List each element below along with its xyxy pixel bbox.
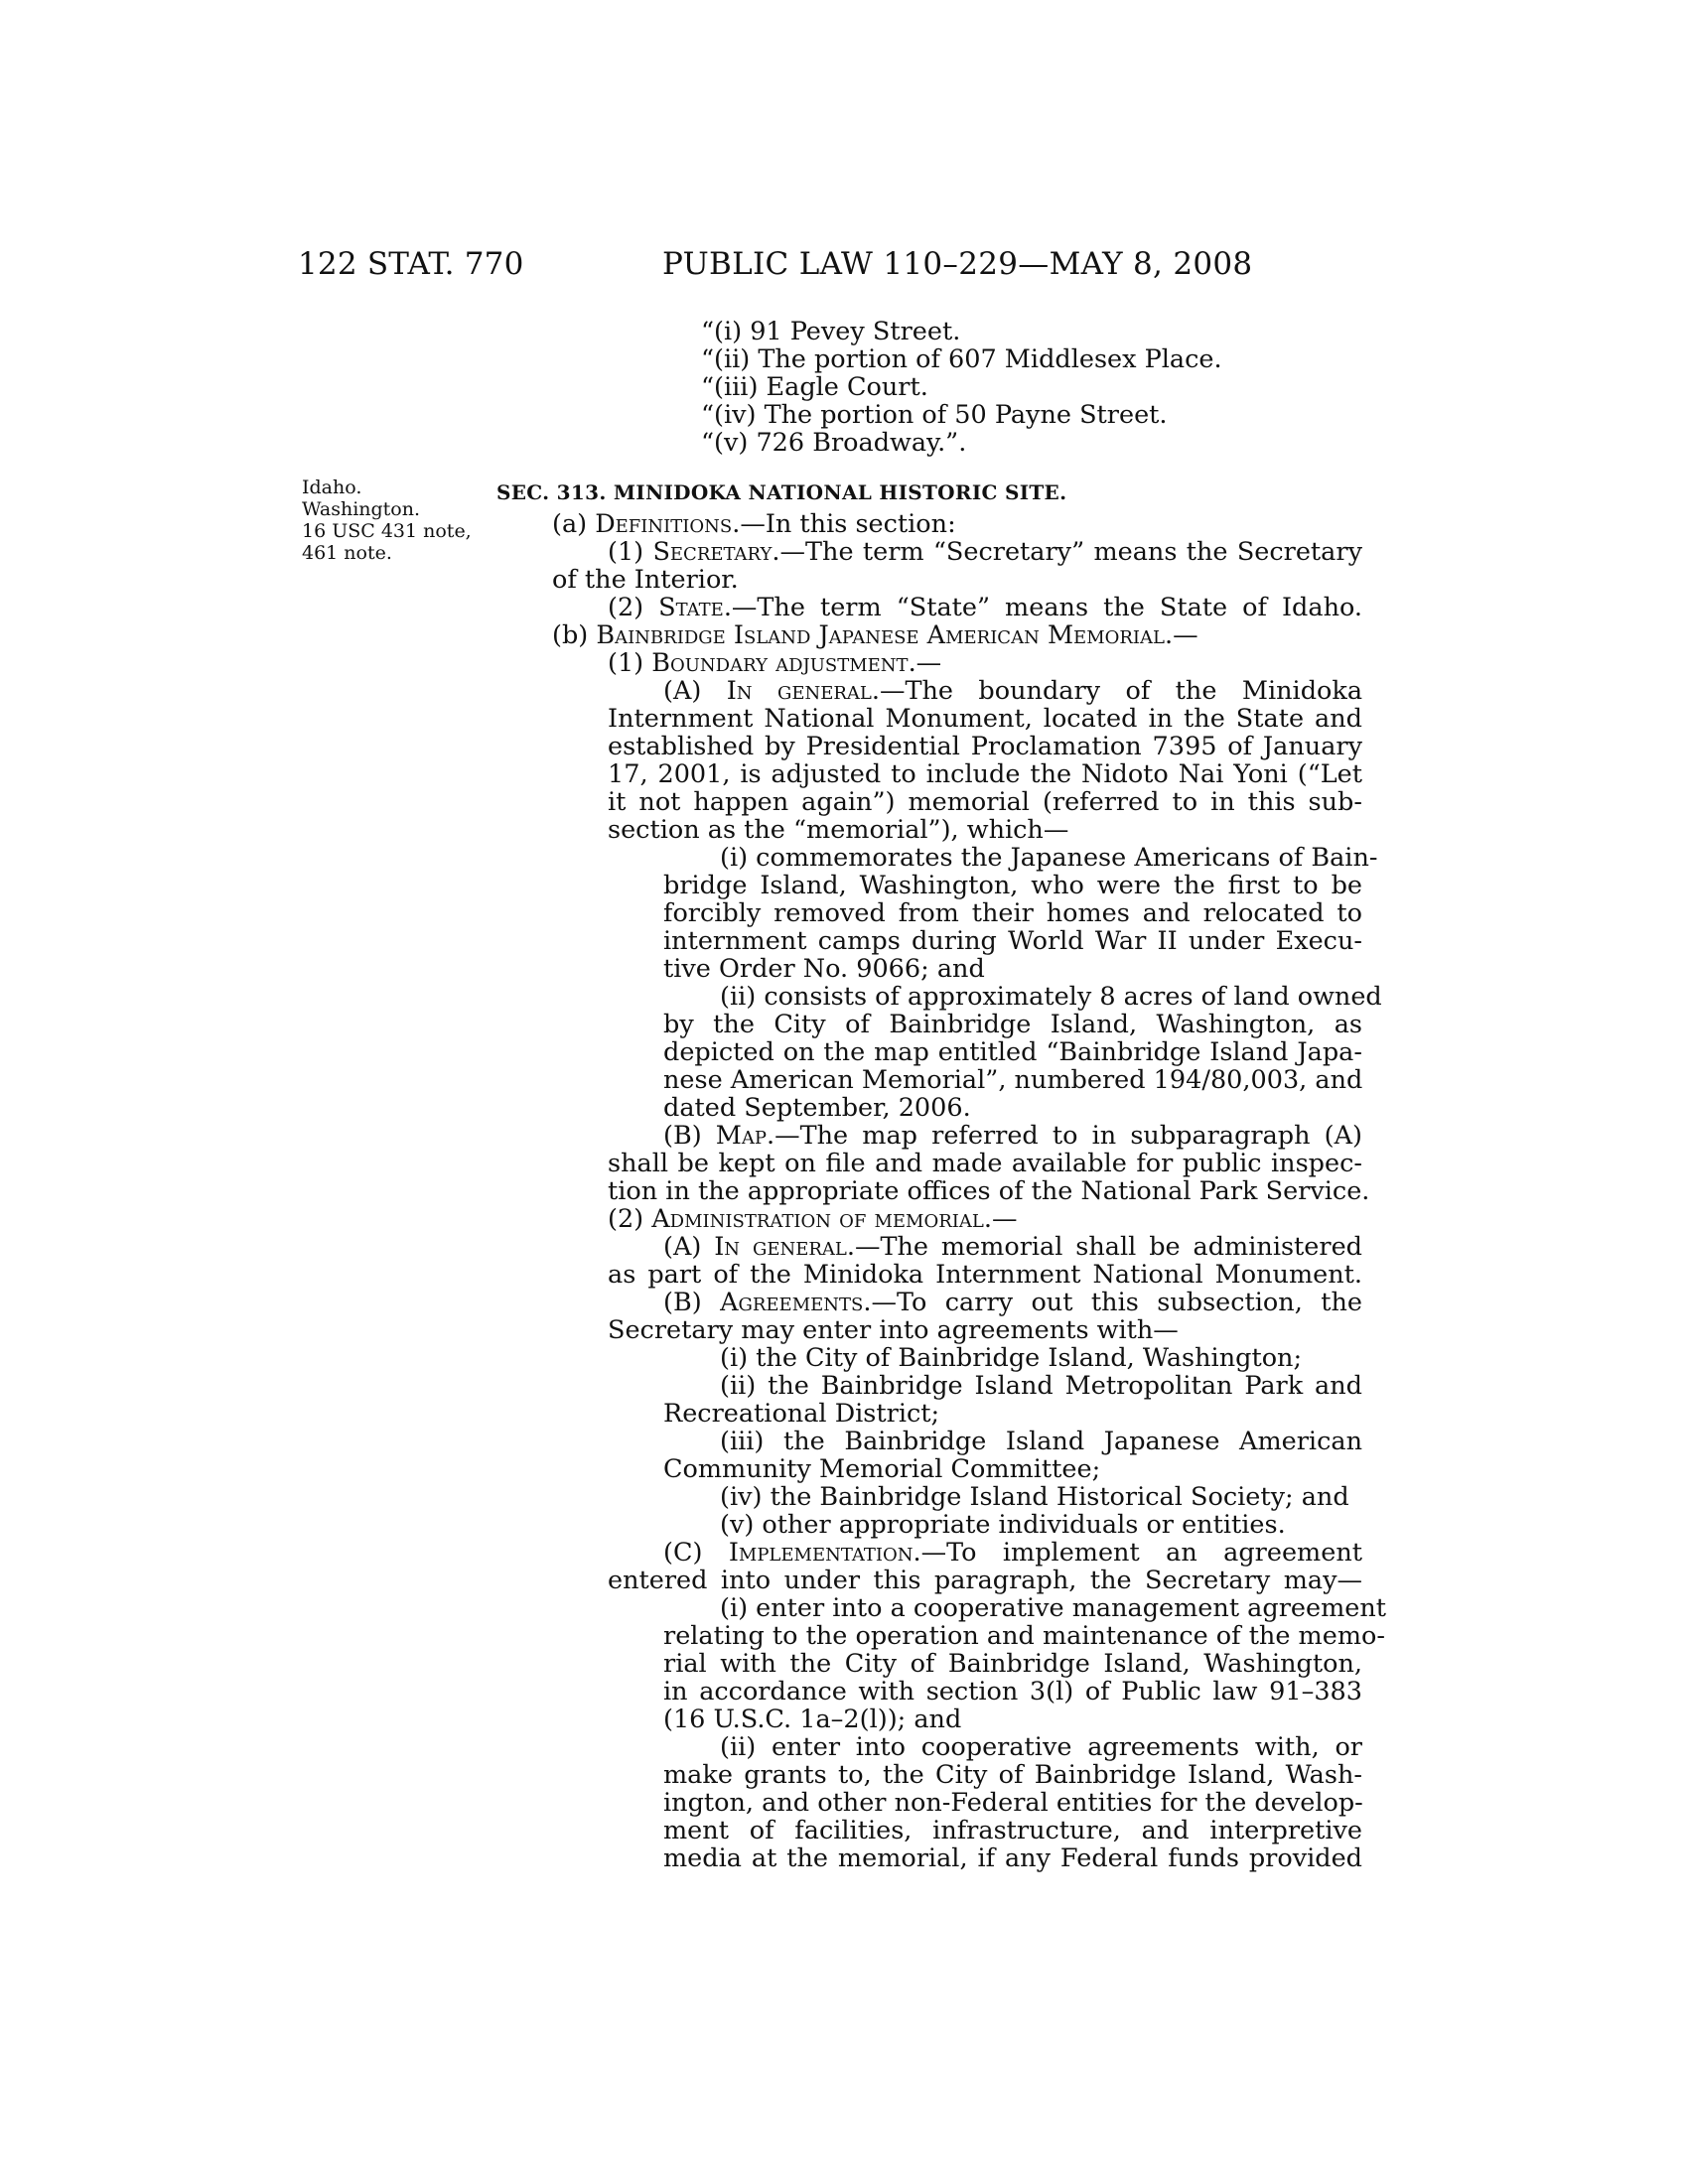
text-line: Recreational District; xyxy=(663,1399,940,1429)
margin-note-line: 16 USC 431 note, xyxy=(302,520,472,542)
text-line: dated September, 2006. xyxy=(663,1093,971,1123)
subsection-text: .— xyxy=(1165,620,1198,650)
text-line: section as the “memorial”), which— xyxy=(608,815,1069,845)
subsection-heading: Definitions xyxy=(595,509,733,539)
margin-note xyxy=(302,477,472,564)
address-item: “(v) 726 Broadway.”. xyxy=(701,428,967,458)
margin-note-line: Washington. xyxy=(302,498,421,520)
paragraph-heading: Administration of memorial xyxy=(651,1204,984,1234)
text-line: Secretary may enter into agreements with— xyxy=(608,1315,1179,1345)
subparagraph-number: (C) xyxy=(663,1538,729,1568)
text-line: depicted on the map entitled “Bainbridge Island Japa- xyxy=(663,1037,1362,1067)
clause-i: (i) commemorates the Japanese Americans of Bain- xyxy=(720,843,1378,873)
subparagraph-text: .—The boundary of the Minidoka xyxy=(871,676,1363,706)
agreement-party: (ii) the Bainbridge Island Metropolitan Park and xyxy=(720,1371,1362,1401)
subparagraph-B xyxy=(663,1122,1362,1150)
text-line: ment of facilities, infrastructure, and interpretive xyxy=(663,1816,1362,1845)
text-line: make grants to, the City of Bainbridge Island, Wash- xyxy=(663,1760,1362,1790)
text-line: in accordance with section 3(l) of Public law 91–383 xyxy=(663,1677,1362,1706)
paragraph-text-line: of the Interior. xyxy=(552,565,739,595)
subparagraph-B2 xyxy=(663,1289,1362,1316)
paragraph-text: .— xyxy=(983,1204,1018,1234)
paragraph-number: (1) xyxy=(608,648,652,678)
address-item: “(ii) The portion of 607 Middlesex Place. xyxy=(701,344,1222,374)
agreement-party: (i) the City of Bainbridge Island, Washington; xyxy=(720,1343,1303,1373)
clause-ii: (ii) consists of approximately 8 acres of land owned xyxy=(720,982,1382,1012)
text-line: established by Presidential Proclamation 7395 of January xyxy=(608,732,1362,761)
text-line: tion in the appropriate offices of the National Park Service. xyxy=(608,1176,1370,1206)
text-line: tive Order No. 9066; and xyxy=(663,954,985,984)
paragraph-number: (1) xyxy=(608,537,653,567)
text-line: media at the memorial, if any Federal funds provided xyxy=(663,1843,1362,1873)
section-heading: SEC. 313. MINIDOKA NATIONAL HISTORIC SITE. xyxy=(496,480,1067,504)
text-line: bridge Island, Washington, who were the first to be xyxy=(663,871,1362,900)
subparagraph-heading: In general xyxy=(714,1232,847,1262)
text-line: relating to the operation and maintenance of the memo- xyxy=(663,1621,1385,1651)
paragraph-text: .—The term “State” means the State of Idaho. xyxy=(723,593,1362,622)
subsection-text: .—In this section: xyxy=(732,509,956,539)
text-line: forcibly removed from their homes and relocated to xyxy=(663,898,1362,928)
text-line: Community Memorial Committee; xyxy=(663,1454,1101,1484)
text-line: rial with the City of Bainbridge Island, Washington, xyxy=(663,1649,1362,1679)
subsection-heading: Bainbridge Island Japanese American Memorial xyxy=(596,620,1165,650)
text-line: by the City of Bainbridge Island, Washington, as xyxy=(663,1010,1362,1039)
address-item: “(i) 91 Pevey Street. xyxy=(701,317,961,346)
paragraph-heading: Boundary adjustment xyxy=(651,648,909,678)
agreement-party: (iii) the Bainbridge Island Japanese American xyxy=(720,1427,1362,1456)
statute-page-number: 122 STAT. 770 xyxy=(298,246,524,282)
text-line: shall be kept on file and made available for public inspec- xyxy=(608,1149,1362,1178)
subparagraph-heading: Agreements xyxy=(720,1288,864,1317)
paragraph-a2 xyxy=(608,594,1362,621)
subparagraph-heading: Map xyxy=(715,1121,768,1151)
margin-note-line: 461 note. xyxy=(302,542,392,564)
public-law-title: PUBLIC LAW 110–229—MAY 8, 2008 xyxy=(662,246,1253,282)
subsection-number: (b) xyxy=(552,620,597,650)
agreement-party: (iv) the Bainbridge Island Historical Society; and xyxy=(720,1482,1349,1512)
text-line: ington, and other non-Federal entities for the develop- xyxy=(663,1788,1363,1818)
subparagraph-heading: Implementation xyxy=(728,1538,914,1568)
subparagraph-text: .—To carry out this subsection, the xyxy=(863,1288,1362,1317)
subsection-b xyxy=(552,621,1198,649)
subparagraph-text: .—To implement an agreement xyxy=(913,1538,1362,1568)
margin-note-line: Idaho. xyxy=(302,477,362,498)
subsection-a xyxy=(552,510,956,538)
subparagraph-A xyxy=(663,677,1362,705)
text-line: Internment National Monument, located in the State and xyxy=(608,704,1362,734)
subparagraph-number: (A) xyxy=(663,1232,715,1262)
subparagraph-number: (B) xyxy=(663,1121,716,1151)
text-line: internment camps during World War II under Execu- xyxy=(663,926,1362,956)
page-header xyxy=(0,246,1688,286)
subparagraph-heading: In general xyxy=(726,676,872,706)
paragraph-text: .—The term “Secretary” means the Secretary xyxy=(772,537,1362,567)
address-item: “(iv) The portion of 50 Payne Street. xyxy=(701,400,1168,430)
paragraph-b1 xyxy=(608,649,941,677)
clause-C-i: (i) enter into a cooperative management agreement xyxy=(720,1593,1387,1623)
paragraph-number: (2) xyxy=(608,1204,652,1234)
paragraph-heading: Secretary xyxy=(652,537,773,567)
clause-C-ii: (ii) enter into cooperative agreements with, or xyxy=(720,1732,1362,1762)
paragraph-number: (2) xyxy=(608,593,659,622)
subparagraph-number: (B) xyxy=(663,1288,721,1317)
subparagraph-text: .—The memorial shall be administered xyxy=(846,1232,1363,1262)
paragraph-text: .— xyxy=(908,648,942,678)
subsection-number: (a) xyxy=(552,509,596,539)
subparagraph-C xyxy=(663,1539,1362,1567)
paragraph-heading: State xyxy=(658,593,724,622)
text-line: as part of the Minidoka Internment National Monument. xyxy=(608,1260,1362,1290)
subparagraph-number: (A) xyxy=(663,676,727,706)
subparagraph-text: .—The map referred to in subparagraph (A) xyxy=(767,1121,1362,1151)
text-line: it not happen again”) memorial (referred to in this sub- xyxy=(608,787,1362,817)
text-line: nese American Memorial”, numbered 194/80,003, and xyxy=(663,1065,1363,1095)
text-line: (16 U.S.C. 1a–2(l)); and xyxy=(663,1705,962,1734)
paragraph-b2 xyxy=(608,1205,1017,1233)
paragraph-a1 xyxy=(608,538,1362,566)
agreement-party: (v) other appropriate individuals or entities. xyxy=(720,1510,1286,1540)
text-line: 17, 2001, is adjusted to include the Nidoto Nai Yoni (“Let xyxy=(608,759,1362,789)
text-line: entered into under this paragraph, the Secretary may— xyxy=(608,1566,1362,1595)
address-item: “(iii) Eagle Court. xyxy=(701,372,928,402)
subparagraph-A2 xyxy=(663,1233,1362,1261)
